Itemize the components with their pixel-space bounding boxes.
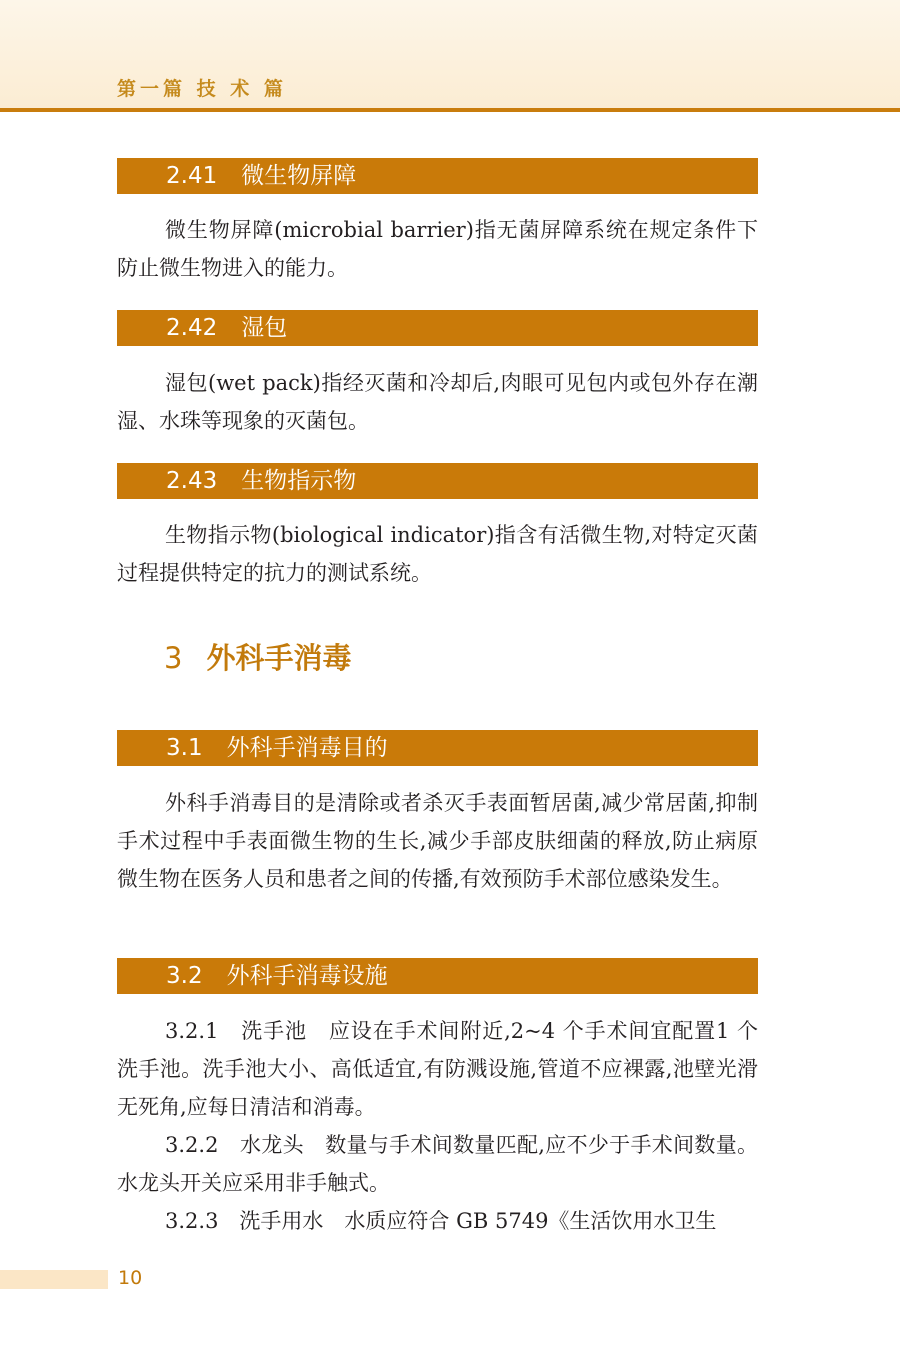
section-paragraph: 微生物屏障(microbial barrier)指无菌屏障系统在规定条件下防止微生物进入的能力。	[117, 218, 758, 280]
running-header-title: 第一篇 技 术 篇	[117, 78, 287, 100]
section-heading-3-1	[117, 730, 758, 766]
section-title: 生物指示物	[241, 468, 357, 494]
page-number: 10	[118, 1267, 143, 1289]
section-title: 湿包	[241, 315, 288, 341]
clause-3-2-3: 3.2.3 洗手用水 水质应符合 GB 5749《生活饮用水卫生	[165, 1209, 717, 1233]
chapter-heading	[164, 636, 351, 677]
section-heading-2-43	[117, 463, 758, 499]
section-title: 外科手消毒设施	[226, 963, 388, 989]
section-title: 微生物屏障	[241, 163, 357, 189]
section-paragraph: 外科手消毒目的是清除或者杀灭手表面暂居菌,减少常居菌,抑制手术过程中手表面微生物的生长,减少手部皮肤细菌的释放,防止病原微生物在医务人员和患者之间的传播,有效预防手术部位感染发生。	[117, 791, 758, 891]
section-paragraph: 生物指示物(biological indicator)指含有活微生物,对特定灭菌过程提供特定的抗力的测试系统。	[117, 523, 758, 585]
section-number: 3.1	[166, 735, 203, 761]
chapter-title: 外科手消毒	[206, 641, 352, 675]
section-number: 2.41	[166, 163, 218, 189]
clause-3-2-2: 3.2.2 水龙头 数量与手术间数量匹配,应不少于手术间数量。水龙头开关应采用非手触式。	[117, 1133, 758, 1195]
header-divider	[0, 108, 900, 112]
section-heading-2-42	[117, 310, 758, 346]
clause-3-2-1: 3.2.1 洗手池 应设在手术间附近,2~4 个手术间宜配置1 个洗手池。洗手池大小、高低适宜,有防溅设施,管道不应裸露,池壁光滑无死角,应每日清洁和消毒。	[117, 1019, 758, 1119]
section-title: 外科手消毒目的	[226, 735, 388, 761]
section-number: 2.42	[166, 315, 218, 341]
chapter-number: 3	[164, 641, 183, 675]
section-heading-3-2	[117, 958, 758, 994]
section-number: 3.2	[166, 963, 203, 989]
section-number: 2.43	[166, 468, 218, 494]
section-heading-2-41	[117, 158, 758, 194]
section-paragraph: 湿包(wet pack)指经灭菌和冷却后,肉眼可见包内或包外存在潮湿、水珠等现象的灭菌包。	[117, 371, 758, 433]
footer-band	[0, 1270, 108, 1289]
